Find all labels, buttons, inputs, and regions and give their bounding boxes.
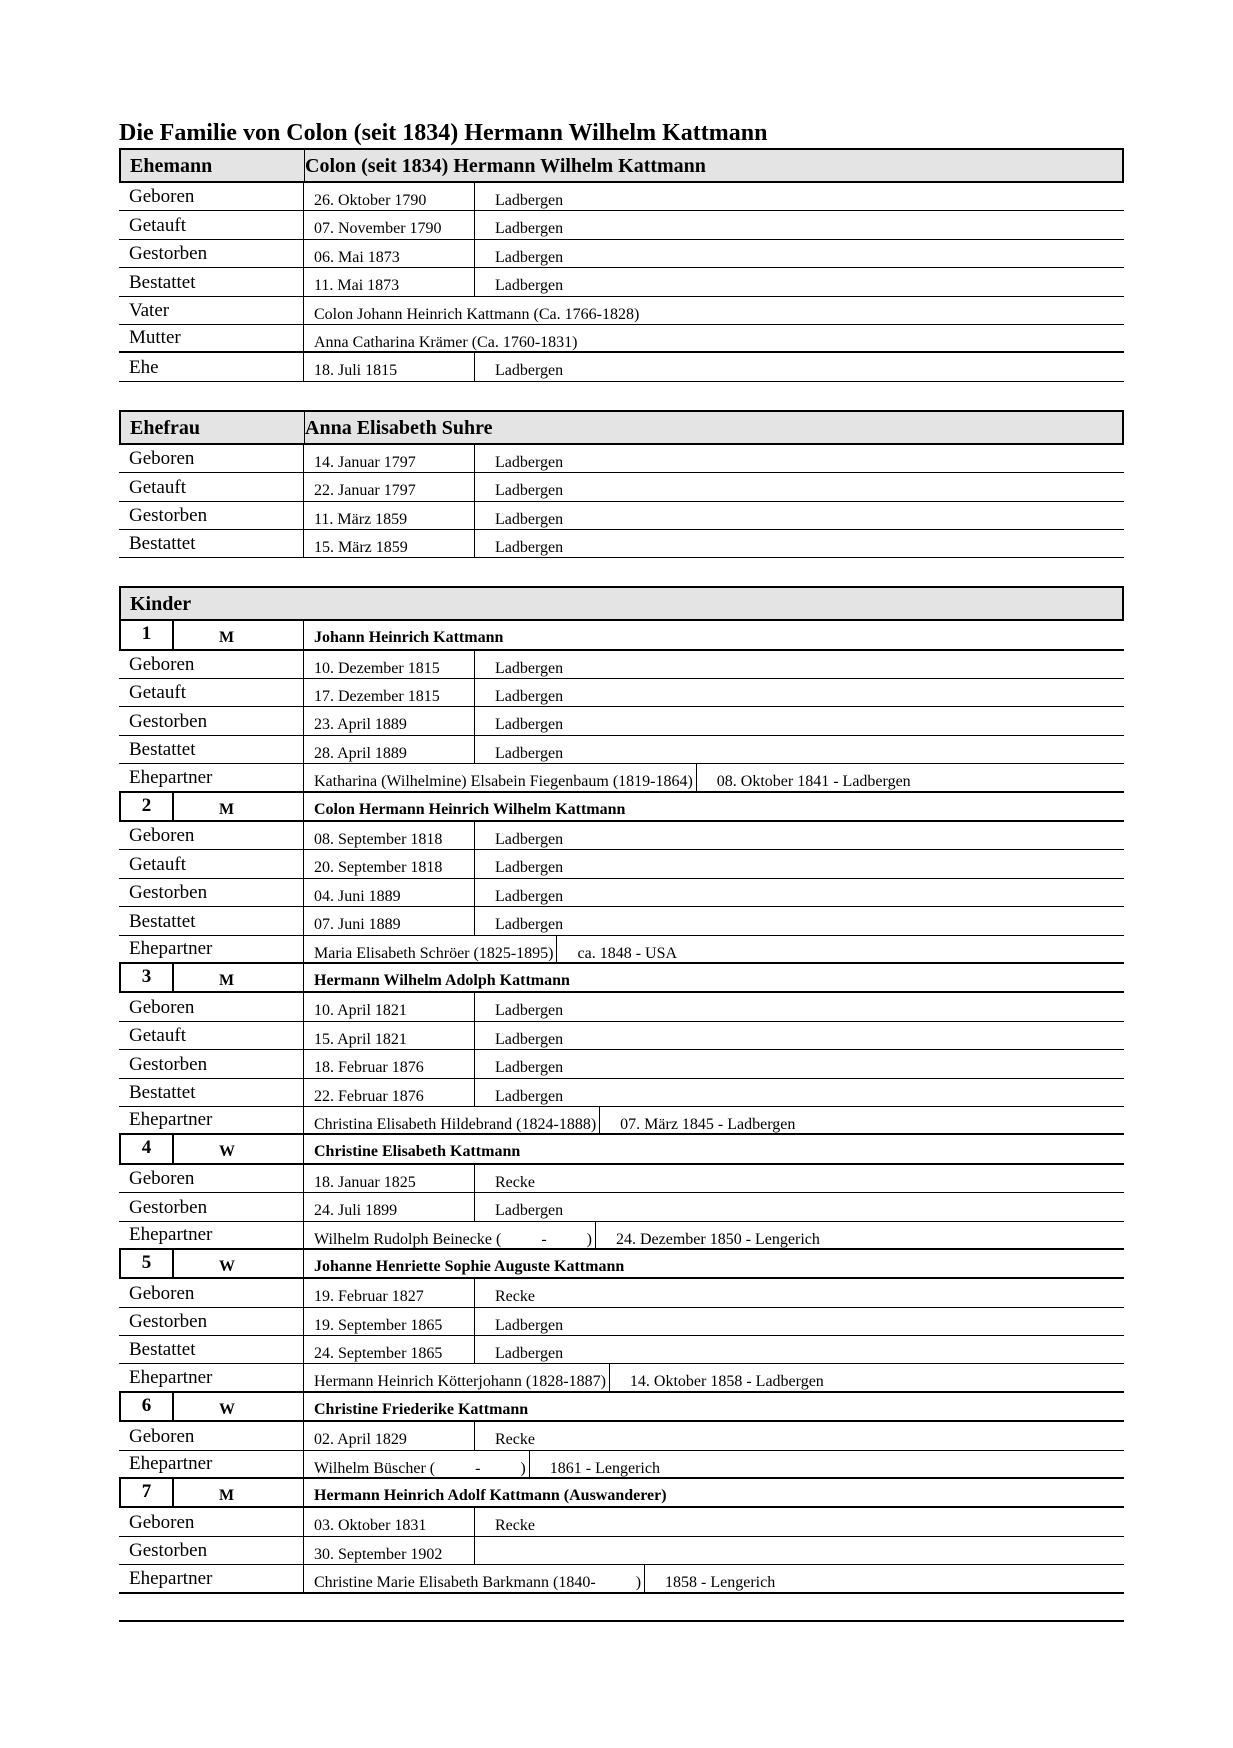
event-row bbox=[119, 211, 1124, 239]
event-row bbox=[119, 736, 1124, 764]
event-label: Getauft bbox=[129, 214, 186, 236]
event-date: 28. April 1889 bbox=[303, 736, 407, 763]
event-label: Geboren bbox=[129, 448, 195, 470]
child-sex: M bbox=[219, 971, 235, 989]
partner-label: Ehepartner bbox=[129, 1453, 213, 1475]
partner-marriage: 08. Oktober 1841 - Ladbergen bbox=[716, 773, 911, 791]
partner-label: Ehepartner bbox=[129, 1223, 213, 1245]
partner-label: Ehepartner bbox=[129, 1366, 213, 1388]
bottom-rule bbox=[119, 1620, 1124, 1622]
partner-cell bbox=[303, 1107, 795, 1133]
child-name: Christine Elisabeth Kattmann bbox=[303, 1135, 520, 1162]
child-name: Hermann Wilhelm Adolph Kattmann bbox=[303, 964, 570, 991]
partner-name: Hermann Heinrich Kötterjohann (1828-1887) bbox=[304, 1364, 610, 1390]
event-row bbox=[119, 993, 1124, 1021]
event-place: Ladbergen bbox=[474, 240, 563, 267]
event-label: Bestattet bbox=[129, 1081, 196, 1103]
event-place: Ladbergen bbox=[474, 530, 563, 557]
event-place: Ladbergen bbox=[474, 1308, 563, 1335]
father-label: Vater bbox=[129, 299, 170, 321]
children-list bbox=[119, 621, 1124, 1593]
event-label: Geboren bbox=[129, 825, 195, 847]
event-label: Bestattet bbox=[129, 910, 196, 932]
event-date: 30. September 1902 bbox=[303, 1537, 442, 1564]
event-date: 02. April 1829 bbox=[303, 1422, 407, 1449]
event-place: Ladbergen bbox=[474, 1079, 563, 1106]
event-row bbox=[119, 1050, 1124, 1078]
event-date: 08. September 1818 bbox=[303, 822, 442, 849]
partner-marriage: 24. Dezember 1850 - Lengerich bbox=[615, 1230, 820, 1248]
event-date: 15. März 1859 bbox=[303, 530, 408, 557]
event-row bbox=[119, 850, 1124, 878]
child-sex: M bbox=[219, 1487, 235, 1505]
partner-row bbox=[119, 1451, 1124, 1479]
event-row bbox=[119, 1079, 1124, 1107]
event-row bbox=[119, 1165, 1124, 1193]
event-date: 11. Mai 1873 bbox=[303, 268, 399, 295]
husband-header bbox=[119, 148, 1124, 183]
event-label: Gestorben bbox=[129, 710, 208, 732]
event-label: Gestorben bbox=[129, 243, 208, 265]
event-place: Ladbergen bbox=[474, 736, 563, 763]
event-date: 06. Mai 1873 bbox=[303, 240, 400, 267]
partner-row bbox=[119, 936, 1124, 964]
wife-label: Ehefrau bbox=[130, 416, 200, 439]
event-label: Gestorben bbox=[129, 1196, 208, 1218]
event-label: Geboren bbox=[129, 996, 195, 1018]
partner-cell bbox=[303, 1222, 820, 1248]
event-place: Ladbergen bbox=[474, 1193, 563, 1220]
partner-label: Ehepartner bbox=[129, 937, 213, 959]
event-place: Ladbergen bbox=[474, 268, 563, 295]
event-date: 19. Februar 1827 bbox=[303, 1279, 424, 1306]
event-row bbox=[119, 502, 1124, 530]
event-row bbox=[119, 1193, 1124, 1221]
child-header bbox=[119, 1393, 1124, 1422]
event-place: Ladbergen bbox=[474, 993, 563, 1020]
event-place: Ladbergen bbox=[474, 473, 563, 500]
child-header bbox=[119, 621, 1124, 650]
event-place: Ladbergen bbox=[474, 1050, 563, 1077]
partner-name: Wilhelm Rudolph Beinecke ( - ) bbox=[304, 1222, 596, 1248]
event-date: 03. Oktober 1831 bbox=[303, 1508, 426, 1535]
partner-row bbox=[119, 1107, 1124, 1135]
event-row bbox=[119, 1279, 1124, 1307]
partner-marriage: 1861 - Lengerich bbox=[549, 1459, 660, 1477]
marriage-date: 18. Juli 1815 bbox=[303, 353, 397, 380]
husband-name: Colon (seit 1834) Hermann Wilhelm Kattmann bbox=[305, 155, 706, 177]
child-sex: W bbox=[219, 1257, 235, 1275]
event-label: Getauft bbox=[129, 1025, 186, 1047]
event-date: 10. Dezember 1815 bbox=[303, 651, 440, 678]
partner-row bbox=[119, 764, 1124, 792]
event-label: Geboren bbox=[129, 654, 195, 676]
event-place: Ladbergen bbox=[474, 707, 563, 734]
event-place: Ladbergen bbox=[474, 907, 563, 934]
marriage-label: Ehe bbox=[129, 356, 159, 378]
event-row bbox=[119, 822, 1124, 850]
child-name: Christine Friederike Kattmann bbox=[303, 1393, 528, 1420]
child-header bbox=[119, 793, 1124, 822]
event-date: 07. Juni 1889 bbox=[303, 907, 401, 934]
children-header bbox=[119, 586, 1124, 621]
event-label: Geboren bbox=[129, 186, 195, 208]
partner-label: Ehepartner bbox=[129, 1567, 213, 1589]
event-row bbox=[119, 1022, 1124, 1050]
event-place: Ladbergen bbox=[474, 1336, 563, 1363]
event-place: Ladbergen bbox=[474, 211, 563, 238]
event-label: Getauft bbox=[129, 476, 186, 498]
event-date: 24. Juli 1899 bbox=[303, 1193, 397, 1220]
event-place: Ladbergen bbox=[474, 822, 563, 849]
event-row bbox=[119, 679, 1124, 707]
marriage-place: Ladbergen bbox=[474, 353, 563, 380]
page-title: Die Familie von Colon (seit 1834) Hermann Wilhelm Kattmann bbox=[119, 120, 768, 146]
child-number: 5 bbox=[119, 1250, 174, 1277]
event-row bbox=[119, 1336, 1124, 1364]
event-date: 11. März 1859 bbox=[303, 502, 407, 529]
family-sheet bbox=[119, 118, 1124, 1622]
event-row bbox=[119, 1308, 1124, 1336]
partner-label: Ehepartner bbox=[129, 766, 213, 788]
partner-row bbox=[119, 1222, 1124, 1250]
partner-name: Katharina (Wilhelmine) Elsabein Fiegenbaum (1819-1864) bbox=[304, 764, 697, 790]
event-place: Ladbergen bbox=[474, 679, 563, 706]
event-label: Gestorben bbox=[129, 1311, 208, 1333]
child-sex: M bbox=[219, 629, 235, 647]
child-header bbox=[119, 1479, 1124, 1508]
partner-marriage: 07. März 1845 - Ladbergen bbox=[620, 1115, 796, 1133]
wife-name: Anna Elisabeth Suhre bbox=[305, 416, 493, 439]
partner-cell bbox=[303, 1451, 660, 1477]
child-name: Colon Hermann Heinrich Wilhelm Kattmann bbox=[303, 793, 625, 820]
event-place: Ladbergen bbox=[474, 183, 563, 210]
event-place: Ladbergen bbox=[474, 502, 563, 529]
event-date: 22. Januar 1797 bbox=[303, 473, 416, 500]
event-date: 17. Dezember 1815 bbox=[303, 679, 440, 706]
event-row bbox=[119, 907, 1124, 935]
event-date: 19. September 1865 bbox=[303, 1308, 442, 1335]
event-place: Recke bbox=[474, 1508, 535, 1535]
mother-label: Mutter bbox=[129, 327, 181, 349]
event-place: Recke bbox=[474, 1165, 535, 1192]
event-label: Bestattet bbox=[129, 271, 196, 293]
child-name: Hermann Heinrich Adolf Kattmann (Auswanderer) bbox=[303, 1479, 667, 1506]
wife-events bbox=[119, 445, 1124, 559]
event-label: Getauft bbox=[129, 682, 186, 704]
marriage-row bbox=[119, 353, 1124, 381]
child-header bbox=[119, 1250, 1124, 1279]
child-sex: W bbox=[219, 1400, 235, 1418]
event-date: 14. Januar 1797 bbox=[303, 445, 416, 472]
event-label: Getauft bbox=[129, 853, 186, 875]
event-row bbox=[119, 707, 1124, 735]
husband-events bbox=[119, 183, 1124, 382]
father-row bbox=[119, 297, 1124, 325]
event-label: Bestattet bbox=[129, 739, 196, 761]
event-date: 04. Juni 1889 bbox=[303, 879, 401, 906]
event-label: Geboren bbox=[129, 1511, 195, 1533]
partner-row bbox=[119, 1364, 1124, 1392]
event-label: Bestattet bbox=[129, 1339, 196, 1361]
event-date: 20. September 1818 bbox=[303, 850, 442, 877]
event-place: Ladbergen bbox=[474, 879, 563, 906]
event-date: 22. Februar 1876 bbox=[303, 1079, 424, 1106]
event-date: 10. April 1821 bbox=[303, 993, 407, 1020]
event-row bbox=[119, 268, 1124, 296]
event-place: Ladbergen bbox=[474, 445, 563, 472]
father-name: Colon Johann Heinrich Kattmann (Ca. 1766-1828) bbox=[303, 297, 639, 324]
event-date: 15. April 1821 bbox=[303, 1022, 407, 1049]
event-date: 18. Januar 1825 bbox=[303, 1165, 416, 1192]
child-header bbox=[119, 964, 1124, 993]
event-row bbox=[119, 183, 1124, 211]
event-place: Ladbergen bbox=[474, 1022, 563, 1049]
event-label: Gestorben bbox=[129, 1540, 208, 1562]
event-place bbox=[474, 1537, 495, 1564]
wife-header bbox=[119, 410, 1124, 445]
event-row bbox=[119, 473, 1124, 501]
mother-name: Anna Catharina Krämer (Ca. 1760-1831) bbox=[303, 325, 577, 351]
event-row bbox=[119, 879, 1124, 907]
child-number: 7 bbox=[119, 1479, 174, 1506]
child-name: Johanne Henriette Sophie Auguste Kattmann bbox=[303, 1250, 624, 1277]
event-date: 18. Februar 1876 bbox=[303, 1050, 424, 1077]
partner-cell bbox=[303, 1565, 775, 1591]
partner-marriage: 14. Oktober 1858 - Ladbergen bbox=[629, 1373, 824, 1391]
child-number: 4 bbox=[119, 1135, 174, 1162]
child-number: 6 bbox=[119, 1393, 174, 1420]
partner-label: Ehepartner bbox=[129, 1109, 213, 1131]
event-row bbox=[119, 1422, 1124, 1450]
event-place: Ladbergen bbox=[474, 651, 563, 678]
child-header bbox=[119, 1135, 1124, 1164]
event-label: Bestattet bbox=[129, 533, 196, 555]
event-row bbox=[119, 240, 1124, 268]
event-place: Recke bbox=[474, 1422, 535, 1449]
event-row bbox=[119, 1537, 1124, 1565]
event-date: 23. April 1889 bbox=[303, 707, 407, 734]
event-row bbox=[119, 445, 1124, 473]
event-row bbox=[119, 530, 1124, 558]
event-label: Gestorben bbox=[129, 1053, 208, 1075]
child-number: 3 bbox=[119, 964, 174, 991]
partner-marriage: ca. 1848 - USA bbox=[577, 944, 678, 962]
partner-name: Wilhelm Büscher ( - ) bbox=[304, 1451, 530, 1477]
child-number: 1 bbox=[119, 621, 174, 648]
event-place: Ladbergen bbox=[474, 850, 563, 877]
event-label: Gestorben bbox=[129, 882, 208, 904]
event-label: Geboren bbox=[129, 1425, 195, 1447]
child-name: Johann Heinrich Kattmann bbox=[303, 621, 503, 648]
husband-label: Ehemann bbox=[130, 155, 213, 177]
partner-name: Christina Elisabeth Hildebrand (1824-1888) bbox=[304, 1107, 600, 1133]
children-label: Kinder bbox=[130, 593, 192, 616]
event-place: Recke bbox=[474, 1279, 535, 1306]
partner-row bbox=[119, 1565, 1124, 1593]
partner-marriage: 1858 - Lengerich bbox=[665, 1574, 776, 1592]
event-label: Geboren bbox=[129, 1282, 195, 1304]
child-number: 2 bbox=[119, 793, 174, 820]
event-date: 26. Oktober 1790 bbox=[303, 183, 426, 210]
event-date: 24. September 1865 bbox=[303, 1336, 442, 1363]
event-label: Gestorben bbox=[129, 504, 208, 526]
event-row bbox=[119, 651, 1124, 679]
child-sex: W bbox=[219, 1143, 235, 1161]
event-date: 07. November 1790 bbox=[303, 211, 442, 238]
event-label: Geboren bbox=[129, 1168, 195, 1190]
partner-cell bbox=[303, 764, 911, 790]
event-row bbox=[119, 1508, 1124, 1536]
partner-cell bbox=[303, 936, 677, 962]
partner-cell bbox=[303, 1364, 824, 1390]
partner-name: Christine Marie Elisabeth Barkmann (1840- ) bbox=[304, 1565, 645, 1591]
mother-row bbox=[119, 325, 1124, 353]
partner-name: Maria Elisabeth Schröer (1825-1895) bbox=[304, 936, 557, 962]
child-sex: M bbox=[219, 800, 235, 818]
